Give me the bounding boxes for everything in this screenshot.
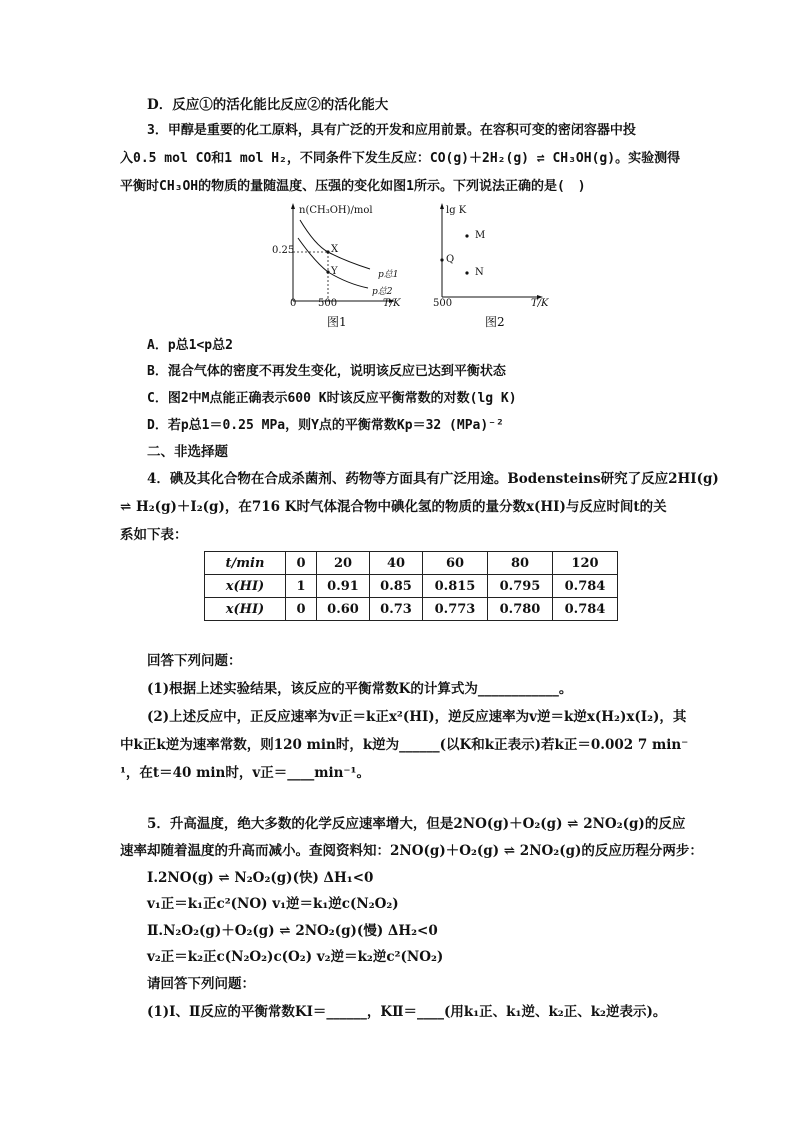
- fig1-caption: 图1: [327, 315, 347, 329]
- q3-option-c: C．图2中M点能正确表示600 K时该反应平衡常数的对数(lg K): [147, 391, 517, 406]
- fig1-ytick: 0.25: [272, 245, 295, 256]
- q4-stem-line2: ⇌ H₂(g)＋I₂(g)，在716 K时气体混合物中碘化氢的物质的量分数x(HI)与反应时间t的关: [120, 499, 667, 515]
- fig1-point-y-label: Y: [331, 266, 338, 277]
- q5-prompt: 请回答下列问题：: [147, 976, 255, 992]
- fig1-curve1-label: p总1: [378, 270, 399, 280]
- q4-subquestion-2-line3: ¹，在t＝40 min时，v正＝____min⁻¹。: [120, 765, 370, 781]
- fig1-origin: 0: [290, 298, 297, 309]
- q5-stem-line1: 5．升高温度，绝大多数的化学反应速率增大，但是2NO(g)＋O₂(g) ⇌ 2NO₂(g)的反应: [147, 816, 686, 832]
- q3-stem-line1: 3．甲醇是重要的化工原料，具有广泛的开发和应用前景。在容积可变的密闭容器中投: [147, 123, 636, 138]
- table-cell: 0.85: [370, 575, 423, 598]
- fig1-point-x-label: X: [331, 244, 339, 255]
- table-cell: 0.795: [488, 575, 553, 598]
- q5-step-2: Ⅱ.N₂O₂(g)＋O₂(g) ⇌ 2NO₂(g)(慢) ΔH₂<0: [147, 923, 438, 939]
- table-row: [205, 575, 618, 598]
- q5-rate-1: v₁正＝k₁正c²(NO) v₁逆＝k₁逆c(N₂O₂): [147, 896, 399, 912]
- table-cell: 0.815: [423, 575, 488, 598]
- q5-rate-2: v₂正＝k₂正c(N₂O₂)c(O₂) v₂逆＝k₂逆c²(NO₂): [147, 949, 444, 965]
- table-header-row: [205, 552, 618, 575]
- q4-subquestion-1: (1)根据上述实验结果，该反应的平衡常数K的计算式为____________。: [147, 681, 573, 697]
- table-header-cell: t/min: [205, 552, 286, 575]
- q2-option-d: D．反应①的活化能比反应②的活化能大: [147, 97, 389, 113]
- table-cell: 0.91: [317, 575, 370, 598]
- fig1-xlabel: T/K: [383, 298, 401, 309]
- q5-subquestion-1: (1)Ⅰ、Ⅱ反应的平衡常数KⅠ＝______，KⅡ＝____(用k₁正、k₁逆、k₂正、k₂逆表示)。: [147, 1004, 667, 1020]
- q3-stem-line3: 平衡时CH₃OH的物质的量随温度、压强的变化如图1所示。下列说法正确的是( ): [120, 179, 586, 194]
- q4-subquestion-2-line1: (2)上述反应中，正反应速率为v正＝k正x²(HI)，逆反应速率为v逆＝k逆x(H₂)x(I₂)，其: [147, 709, 687, 725]
- fig1-ylabel: n(CH₃OH)/mol: [299, 205, 373, 216]
- fig2-point-n-label: N: [475, 267, 484, 278]
- table-cell: 0: [286, 598, 317, 621]
- hi-fraction-table: [204, 551, 618, 621]
- table-cell: 0.60: [317, 598, 370, 621]
- q4-subquestion-2-line2: 中k正k逆为速率常数，则120 min时，k逆为______(以K和k正表示)若k正＝0.002 7 min⁻: [120, 737, 689, 753]
- section-heading: 二、非选择题: [147, 444, 228, 460]
- q3-option-d: D．若p总1＝0.25 MPa，则Y点的平衡常数Kp＝32 (MPa)⁻²: [147, 418, 504, 433]
- fig2-xlabel: T/K: [531, 298, 549, 309]
- q3-option-a: A．p总1<p总2: [147, 338, 233, 353]
- table-header-cell: 0: [286, 552, 317, 575]
- q4-prompt: 回答下列问题：: [147, 653, 242, 669]
- table-cell: 1: [286, 575, 317, 598]
- fig1-xtick: 500: [318, 298, 338, 309]
- q4-stem-line3: 系如下表：: [120, 527, 188, 543]
- table-cell: x(HI): [205, 575, 286, 598]
- fig1-curve2-label: p总2: [372, 287, 393, 297]
- q5-stem-line2: 速率却随着温度的升高而减小。查阅资料知：2NO(g)＋O₂(g) ⇌ 2NO₂(g)的反应历程分两步：: [120, 843, 703, 859]
- table-cell: x(HI): [205, 598, 286, 621]
- table-cell: 0.773: [423, 598, 488, 621]
- table-header-cell: 60: [423, 552, 488, 575]
- table-cell: 0.73: [370, 598, 423, 621]
- table-row: [205, 598, 618, 621]
- fig2-point-m-label: M: [475, 230, 486, 241]
- fig2-caption: 图2: [485, 315, 505, 329]
- table-cell: 0.784: [553, 598, 618, 621]
- q3-stem-line2: 入0.5 mol CO和1 mol H₂，不同条件下发生反应：CO(g)＋2H₂(g) ⇌ CH₃OH(g)。实验测得: [120, 151, 681, 166]
- fig2-ylabel: lg K: [446, 205, 467, 216]
- q3-option-b: B．混合气体的密度不再发生变化，说明该反应已达到平衡状态: [147, 364, 506, 379]
- table-header-cell: 120: [553, 552, 618, 575]
- table-header-cell: 20: [317, 552, 370, 575]
- table-header-cell: 80: [488, 552, 553, 575]
- fig2-point-q-label: Q: [446, 254, 455, 265]
- fig2-xtick: 500: [433, 298, 453, 309]
- table-cell: 0.784: [553, 575, 618, 598]
- table-cell: 0.780: [488, 598, 553, 621]
- q4-stem-line1: 4．碘及其化合物在合成杀菌剂、药物等方面具有广泛用途。Bodensteins研究了反应2HI(g): [147, 471, 719, 487]
- table-header-cell: 40: [370, 552, 423, 575]
- q5-step-1: Ⅰ.2NO(g) ⇌ N₂O₂(g)(快) ΔH₁<0: [147, 870, 374, 886]
